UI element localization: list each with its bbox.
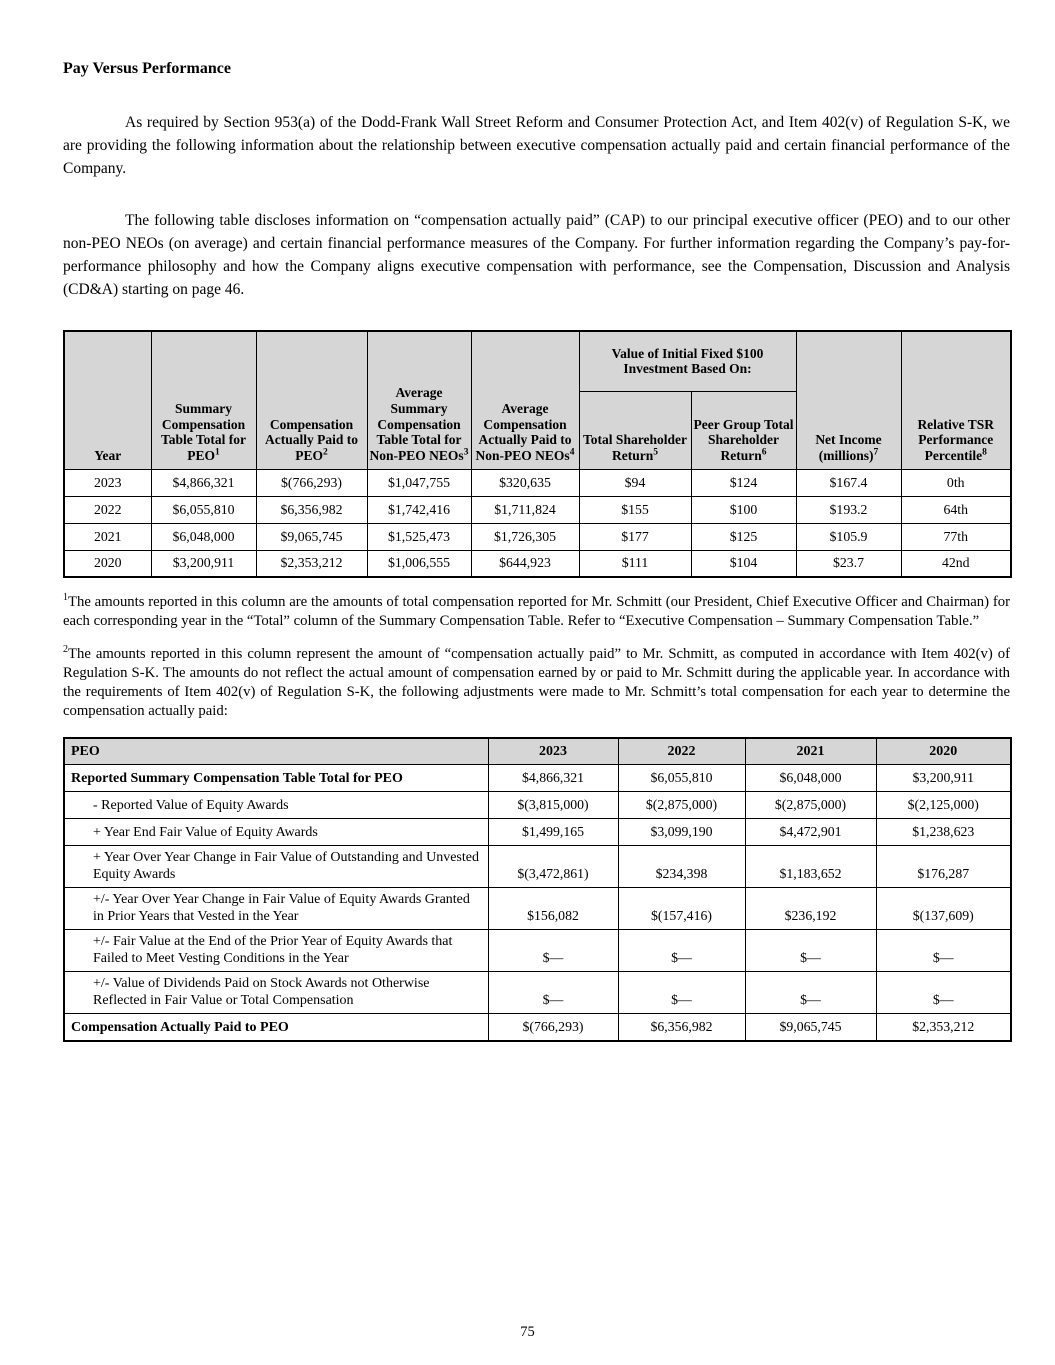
pvp-col-header-avg-cap-neo: Average Compensation Actually Paid to Non-PEO NEOs$^4$ [471, 331, 579, 469]
footnote-1-marker: 1 [63, 592, 68, 603]
table-row [64, 550, 1011, 577]
table-cell: $9,065,745 [256, 523, 367, 550]
table-row [64, 930, 1011, 972]
table-cell: $2,353,212 [256, 550, 367, 577]
adj-header-row [64, 738, 1011, 765]
pvp-col-header-sct-peo: Summary Compensation Table Total for PEO$^1$ [151, 331, 256, 469]
table-cell: $6,048,000 [745, 765, 876, 792]
table-cell: $1,238,623 [876, 819, 1011, 846]
table-cell: $(2,875,000) [745, 792, 876, 819]
cap-adjustments-table [63, 737, 1012, 1042]
adj-row-label: + Year End Fair Value of Equity Awards [64, 819, 488, 846]
table-row [64, 819, 1011, 846]
table-cell: $6,356,982 [256, 496, 367, 523]
table-cell: $6,055,810 [618, 765, 745, 792]
table-cell: $(2,125,000) [876, 792, 1011, 819]
table-cell: $— [745, 930, 876, 972]
table-cell: $105.9 [796, 523, 901, 550]
table-cell: $1,726,305 [471, 523, 579, 550]
adj-row-label: +/- Fair Value at the End of the Prior Year of Equity Awards that Failed to Meet Vesting Conditions in the Year [64, 930, 488, 972]
table-cell: 2021 [64, 523, 151, 550]
pvp-col-header-cap-peo: Compensation Actually Paid to PEO$^2$ [256, 331, 367, 469]
adj-col-header-2021: 2021 [745, 738, 876, 765]
table-cell: $2,353,212 [876, 1014, 1011, 1041]
table-row [64, 1014, 1011, 1041]
table-cell: $— [876, 930, 1011, 972]
pvp-col-header-net-income: Net Income (millions)$^7$ [796, 331, 901, 469]
adj-row-label: - Reported Value of Equity Awards [64, 792, 488, 819]
table-cell: $23.7 [796, 550, 901, 577]
footnote-2 [63, 640, 1010, 721]
table-cell: $320,635 [471, 469, 579, 496]
table-cell: $100 [691, 496, 796, 523]
pvp-header-row-1 [64, 331, 1011, 391]
table-cell: $(3,815,000) [488, 792, 618, 819]
table-row [64, 523, 1011, 550]
pvp-col-header-tsr: Total Shareholder Return$^5$ [579, 391, 691, 469]
table-cell: $(766,293) [256, 469, 367, 496]
table-cell: $644,923 [471, 550, 579, 577]
footnote-1-text: The amounts reported in this column are the amounts of total compensation reported for Mr. Schmitt (our President, Chief Executive Officer and Chairman) for each corresponding year in the “Total” column of the Summary Compensation Table. Refer to “Executive Compensation – Summary Compensation Table.” [63, 593, 1010, 629]
adj-col-header-2020: 2020 [876, 738, 1011, 765]
table-cell: $— [876, 972, 1011, 1014]
table-cell: $1,499,165 [488, 819, 618, 846]
adj-col-header-peo: PEO [64, 738, 488, 765]
table-cell: 64th [901, 496, 1011, 523]
table-row [64, 496, 1011, 523]
table-cell: 42nd [901, 550, 1011, 577]
table-cell: $111 [579, 550, 691, 577]
pay-versus-performance-table [63, 330, 1012, 578]
table-cell: $3,200,911 [151, 550, 256, 577]
table-cell: $9,065,745 [745, 1014, 876, 1041]
adj-row-label: Reported Summary Compensation Table Total for PEO [64, 765, 488, 792]
table-row [64, 469, 1011, 496]
table-row [64, 765, 1011, 792]
table-cell: $(2,875,000) [618, 792, 745, 819]
footnote-2-text: The amounts reported in this column represent the amount of “compensation actually paid” to Mr. Schmitt, as computed in accordance with Item 402(v) of Regulation S-K. The amounts do not reflect the actual amount of compensation earned by or paid to Mr. Schmitt during the applicable year. In accordance with the requirements of Item 402(v) of Regulation S-K, the following adjustments were made to Mr. Schmitt’s total compensation for each year to determine the compensation actually paid: [63, 645, 1010, 719]
page-number: 75 [520, 1324, 535, 1340]
table-row [64, 846, 1011, 888]
table-cell: $4,866,321 [151, 469, 256, 496]
table-cell: $4,472,901 [745, 819, 876, 846]
pvp-col-header-avg-sct-neo: Average Summary Compensation Table Total for Non-PEO NEOs$^3$ [367, 331, 471, 469]
table-cell: $94 [579, 469, 691, 496]
footnote-1 [63, 588, 1010, 631]
table-cell: $1,006,555 [367, 550, 471, 577]
table-cell: $234,398 [618, 846, 745, 888]
intro-paragraph-1: As required by Section 953(a) of the Dodd-Frank Wall Street Reform and Consumer Protection Act, and Item 402(v) of Regulation S-K, we are providing the following information about the relationship between executive compensation actually paid and certain financial performance of the Company. [63, 114, 1010, 177]
adj-row-label: + Year Over Year Change in Fair Value of Outstanding and Unvested Equity Awards [64, 846, 488, 888]
adj-row-label: Compensation Actually Paid to PEO [64, 1014, 488, 1041]
table-cell: $6,055,810 [151, 496, 256, 523]
footnote-2-marker: 2 [63, 643, 68, 655]
table-cell: $— [745, 972, 876, 1014]
table-cell: $3,099,190 [618, 819, 745, 846]
table-cell: $1,183,652 [745, 846, 876, 888]
table-cell: $6,356,982 [618, 1014, 745, 1041]
table-cell: 77th [901, 523, 1011, 550]
adj-row-label: +/- Year Over Year Change in Fair Value of Equity Awards Granted in Prior Years that Vested in the Year [64, 888, 488, 930]
page-title: Pay Versus Performance [63, 60, 231, 77]
table-cell: $— [618, 930, 745, 972]
footnotes [63, 588, 1010, 721]
table-cell: $236,192 [745, 888, 876, 930]
table-cell: $155 [579, 496, 691, 523]
adj-col-header-2022: 2022 [618, 738, 745, 765]
table-cell: $167.4 [796, 469, 901, 496]
table-cell: 2023 [64, 469, 151, 496]
table-row [64, 792, 1011, 819]
table-cell: $4,866,321 [488, 765, 618, 792]
pvp-group-header-investment: Value of Initial Fixed $100 Investment Based On: [579, 331, 796, 391]
table-cell: $(157,416) [618, 888, 745, 930]
adj-col-header-2023: 2023 [488, 738, 618, 765]
table-cell: $1,711,824 [471, 496, 579, 523]
table-cell: $125 [691, 523, 796, 550]
table-row [64, 972, 1011, 1014]
pvp-col-header-relative-tsr: Relative TSR Performance Percentile$^8$ [901, 331, 1011, 469]
table-cell: $1,525,473 [367, 523, 471, 550]
table-cell: $104 [691, 550, 796, 577]
table-cell: $193.2 [796, 496, 901, 523]
table-cell: $— [618, 972, 745, 1014]
table-cell: $(137,609) [876, 888, 1011, 930]
table-row [64, 888, 1011, 930]
table-cell: $3,200,911 [876, 765, 1011, 792]
pvp-col-header-peer-tsr: Peer Group Total Shareholder Return$^6$ [691, 391, 796, 469]
table-cell: 2020 [64, 550, 151, 577]
table-cell: $124 [691, 469, 796, 496]
table-cell: $(3,472,861) [488, 846, 618, 888]
table-cell: $— [488, 972, 618, 1014]
intro-paragraph-2: The following table discloses information on “compensation actually paid” (CAP) to our principal executive officer (PEO) and to our other non-PEO NEOs (on average) and certain financial performance measures of the Company. For further information regarding the Company’s pay-for-performance philosophy and how the Company aligns executive compensation with performance, see the Compensation, Discussion and Analysis (CD&A) starting on page 46. [63, 212, 1010, 298]
table-cell: $6,048,000 [151, 523, 256, 550]
table-cell: $177 [579, 523, 691, 550]
table-cell: $1,047,755 [367, 469, 471, 496]
table-cell: 0th [901, 469, 1011, 496]
table-cell: 2022 [64, 496, 151, 523]
table-cell: $1,742,416 [367, 496, 471, 523]
table-cell: $— [488, 930, 618, 972]
pvp-col-header-year: Year [64, 331, 151, 469]
table-cell: $156,082 [488, 888, 618, 930]
table-cell: $(766,293) [488, 1014, 618, 1041]
table-cell: $176,287 [876, 846, 1011, 888]
adj-row-label: +/- Value of Dividends Paid on Stock Awards not Otherwise Reflected in Fair Value or Total Compensation [64, 972, 488, 1014]
